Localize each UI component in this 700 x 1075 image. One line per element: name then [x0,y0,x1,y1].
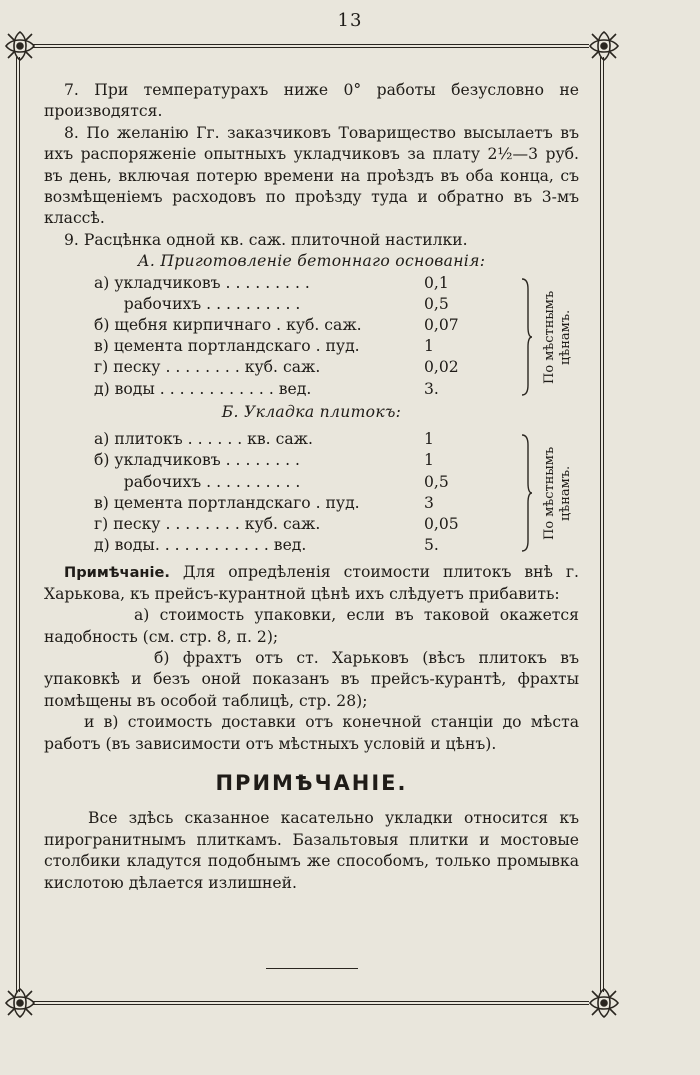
remark-item-b: б) фрахтъ отъ ст. Харьковъ (вѣсъ плитокъ въ упаковкѣ и безъ оной показанъ въ прейсъ-курантѣ, фрахты помѣщены въ особой таблицѣ, стр. 28); [44,648,579,710]
table-row [94,294,524,315]
section-a-table [94,273,573,400]
row-name: б) укладчиковъ . . . . . . . . [94,451,301,470]
row-value: 5. [424,536,439,555]
section-b-table [94,429,573,556]
side-label: По мѣстнымъ цѣнамъ. [542,290,573,384]
curly-brace-icon [520,277,532,397]
frame-left-border [16,57,20,992]
row-name: д) воды . . . . . . . . . . . . вед. [94,379,312,398]
row-value: 1 [424,430,434,449]
table-row [94,357,524,378]
curly-brace-icon [520,433,532,553]
page-content [44,80,579,894]
row-name: а) плитокъ . . . . . . кв. саж. [94,430,313,449]
frame-right-border [600,57,604,992]
ornament-corner-icon [586,28,622,64]
row-value: 0,02 [424,358,459,377]
row-value: 1 [424,451,434,470]
row-value: 0,1 [424,273,449,292]
row-name: в) цемента портландскаго . пуд. [94,493,360,512]
section-b-title: Б. Укладка плитокъ: [221,402,402,421]
row-value: 0,5 [424,294,449,313]
table-row [94,315,524,336]
final-note-text: Все здѣсь сказанное касательно укладки относится къ пирогранитнымъ плиткамъ. Базальтовыя плитки и мостовые столбики кладутся подобнымъ же способомъ, только промывка кислотою дѣлается излишней. [44,809,579,892]
row-name: г) песку . . . . . . . . куб. саж. [94,358,321,377]
remark-item-c: и в) стоимость доставки отъ конечной станціи до мѣста работъ (въ зависимости отъ мѣстныхъ условій и цѣнъ). [44,713,579,753]
section-a-title: А. Приготовленіе бетоннаго основанія: [137,252,486,271]
row-name: а) укладчиковъ . . . . . . . . . [94,273,310,292]
table-row [94,514,524,535]
remark-text: Для опредѣленія стоимости плитокъ внѣ г. Харькова, къ прейсъ-курантной цѣнѣ ихъ слѣдуетъ прибавить: [44,563,579,603]
page-number: 13 [337,10,363,31]
ornament-corner-icon [2,985,38,1021]
table-row [94,450,524,471]
ornament-corner-icon [2,28,38,64]
table-row [94,273,524,294]
row-name: б) щебня кирпичнаго . куб. саж. [94,316,362,335]
divider [266,968,358,969]
row-value: 3. [424,379,439,398]
row-value: 3 [424,493,434,512]
paragraph-9: 9. Расцѣнка одной кв. саж. плиточной настилки. [64,230,468,249]
remark-paragraph [44,562,579,605]
row-value: 0,05 [424,514,459,533]
final-note-title: ПРИМѢЧАНІЕ. [215,770,408,795]
table-row [94,379,524,400]
row-name: рабочихъ . . . . . . . . . . [94,294,301,313]
table-row [94,336,524,357]
remark-heading: Примѣчаніе. [64,564,170,582]
ornament-corner-icon [586,985,622,1021]
row-value: 1 [424,337,434,356]
row-value: 0,5 [424,472,449,491]
table-row [94,472,524,493]
row-name: рабочихъ . . . . . . . . . . [94,472,301,491]
frame-top-border [33,44,589,48]
table-row [94,535,524,556]
paragraph-8: 8. По желанію Гг. заказчиковъ Товарищество высылаетъ въ ихъ распоряженіе опытныхъ укладчиковъ за плату 2½—3 руб. въ день, включая потерю времени на проѣздъ въ оба конца, съ возмѣщеніемъ расходовъ по проѣзду туда и обратно въ 3-мъ классѣ. [44,123,579,228]
paragraph-7: 7. При температурахъ ниже 0° работы безусловно не производятся. [44,81,579,121]
frame-bottom-border [33,1001,589,1005]
row-name: в) цемента портландскаго . пуд. [94,337,360,356]
side-label: По мѣстнымъ цѣнамъ. [542,446,573,540]
row-value: 0,07 [424,316,459,335]
remark-item-a: а) стоимость упаковки, если въ таковой окажется надобность (см. стр. 8, п. 2); [44,606,579,646]
table-row [94,429,524,450]
row-name: д) воды. . . . . . . . . . . . вед. [94,536,307,555]
row-name: г) песку . . . . . . . . куб. саж. [94,514,321,533]
table-row [94,493,524,514]
